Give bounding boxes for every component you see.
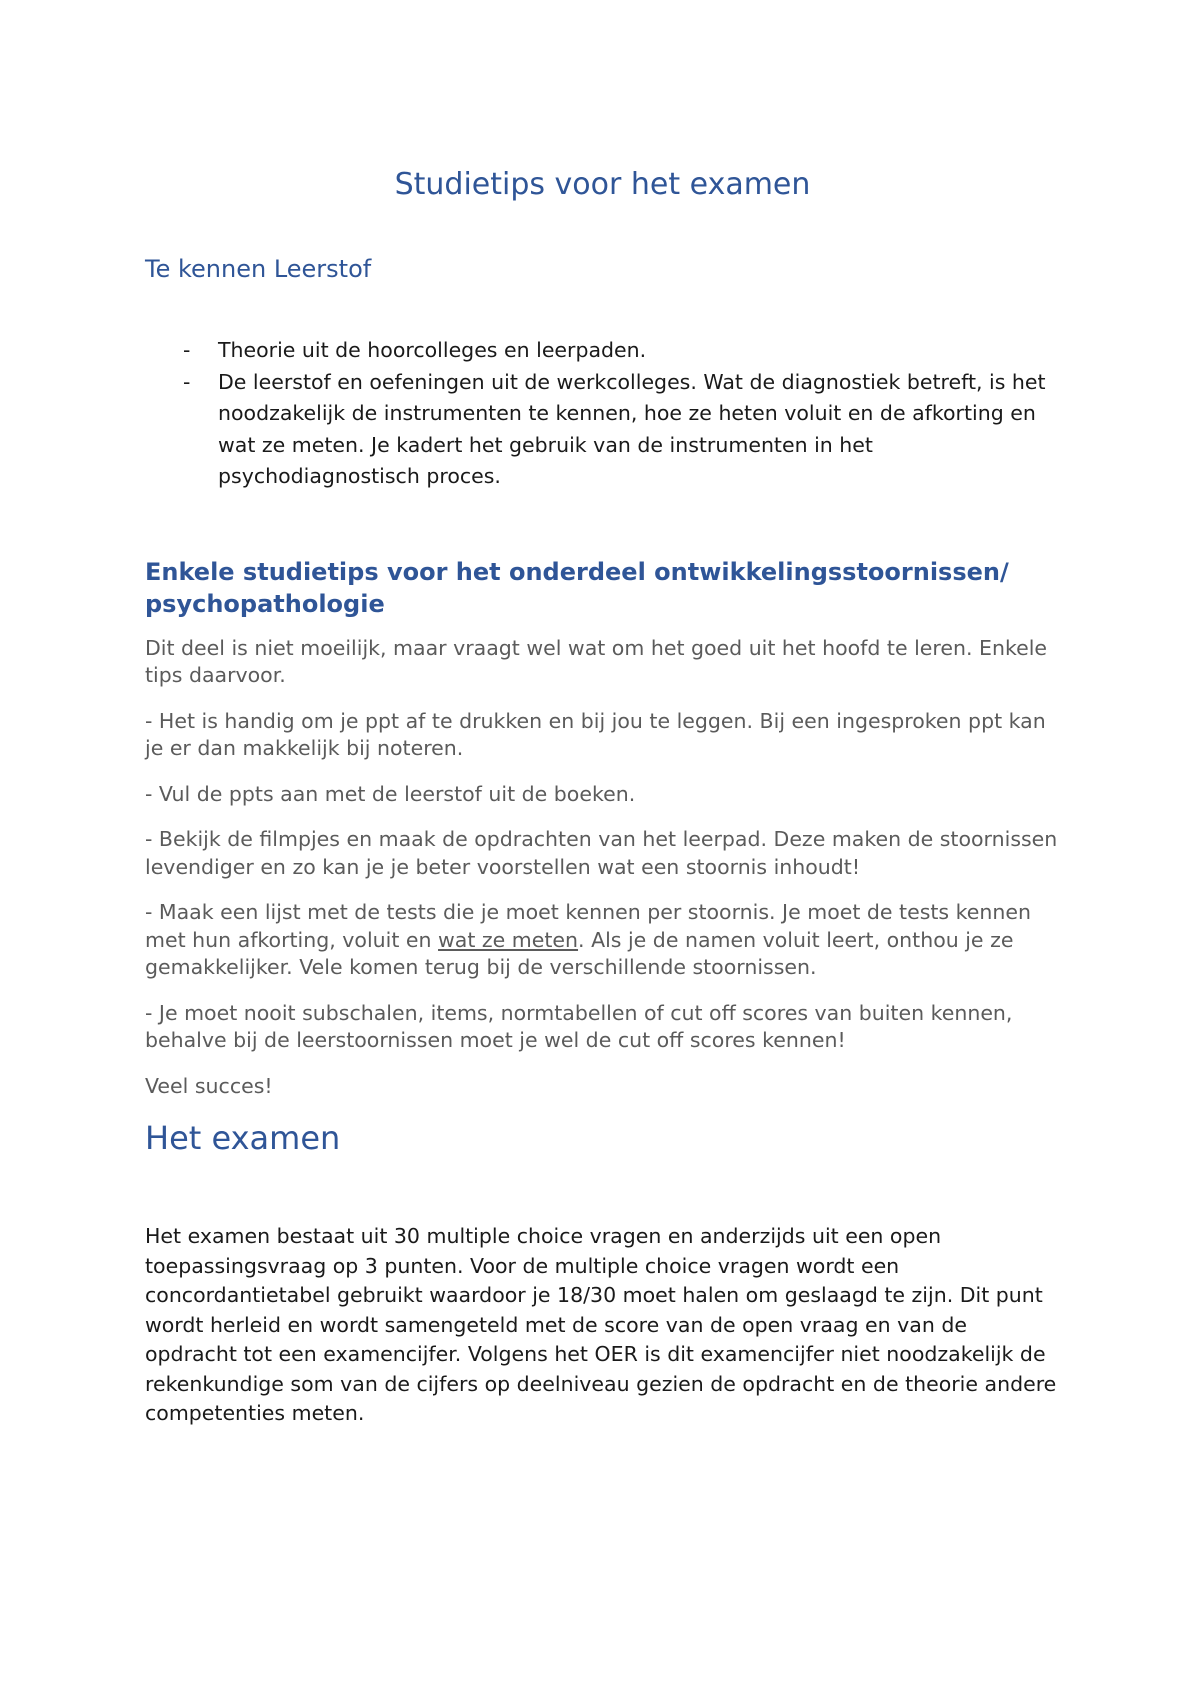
tip-paragraph: - Je moet nooit subschalen, items, normtabellen of cut off scores van buiten kennen, behalve bij de leerstoornissen moet je wel de cut off scores kennen! (145, 1000, 1013, 1052)
tip-paragraph: Dit deel is niet moeilijk, maar vraagt wel wat om het goed uit het hoofd te leren. Enkele tips daarvoor. (145, 635, 1048, 687)
tests-tip-paragraph (145, 899, 1060, 982)
leerstof-list (145, 335, 1060, 493)
studietips-body (145, 635, 1060, 1101)
exam-paragraph: Het examen bestaat uit 30 multiple choice vragen en anderzijds uit een open toepassingsvraag op 3 punten. Voor de multiple choice vragen wordt een concordantietabel gebruikt waardoor je 18/30 moet halen om geslaagd te zijn. Dit punt wordt herleid en wordt samengeteld met de score van de open vraag en van de opdracht tot een examencijfer. Volgens het OER is dit examencijfer niet noodzakelijk de rekenkundige som van de cijfers op deelniveau gezien de opdracht en de theorie andere competenties meten. (145, 1224, 1057, 1425)
section-heading-examen: Het examen (145, 1119, 341, 1157)
list-item-text: De leerstof en oefeningen uit de werkcolleges. Wat de diagnostiek betreft, is het noodzakelijk de instrumenten te kennen, hoe ze heten voluit en de afkorting en wat ze meten. Je kadert het gebruik van de instrumenten in het psychodiagnostisch proces. (218, 369, 1046, 488)
list-dash: - (183, 369, 191, 394)
section-heading-studietips: Enkele studietips voor het onderdeel ontwikkelingsstoornissen/ psychopathologie (145, 557, 1009, 618)
list-item (145, 335, 1060, 367)
tests-tip-text: . Als je de namen voluit leert, onthou je ze gemakkelijker. Vele komen terug bij de verschillende stoornissen. (145, 927, 1014, 979)
tip-paragraph: - Het is handig om je ppt af te drukken en bij jou te leggen. Bij een ingesproken ppt kan je er dan makkelijk bij noteren. (145, 708, 1046, 760)
list-dash: - (183, 338, 191, 362)
section-heading-leerstof: Te kennen Leerstof (145, 255, 372, 283)
list-item-text: Theorie uit de hoorcolleges en leerpaden. (218, 338, 647, 362)
list-item (145, 367, 1060, 493)
tests-tip-text: - Maak een lijst met de tests die je moet kennen per stoornis. Je moet de tests kennen met hun afkorting, voluit en (145, 900, 1031, 952)
tip-paragraph: - Vul de ppts aan met de leerstof uit de boeken. (145, 781, 636, 806)
page-title: Studietips voor het examen (394, 167, 811, 202)
tip-paragraph: - Bekijk de filmpjes en maak de opdrachten van het leerpad. Deze maken de stoornissen levendiger en zo kan je je beter voorstellen wat een stoornis inhoudt! (145, 827, 1058, 879)
underlined-text: wat ze meten (438, 927, 579, 952)
closing-text: Veel succes! (145, 1073, 273, 1098)
